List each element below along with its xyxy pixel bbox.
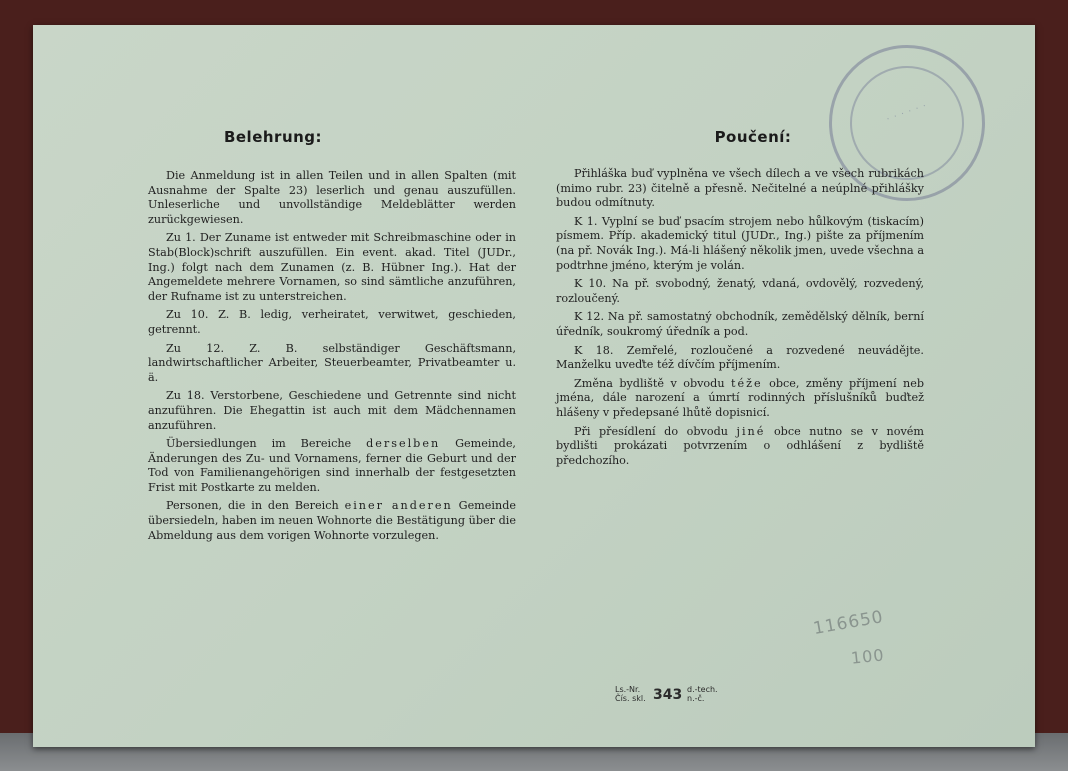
de-p6-start: Übersiedlungen im Bereiche <box>166 437 367 451</box>
de-p7-end: Gemeinde übersiedeln, haben im neuen Wohnorte die Bestätigung über die Abmeldung aus dem vorigen Wohnorte vorzulegen. <box>148 499 516 542</box>
de-paragraph-6 <box>148 437 516 495</box>
de-paragraph-2: Zu 1. Der Zuname ist entweder mit Schreibmaschine oder in Stab(Block)schrift auszufüllen. Ein event. akad. Titel (JUDr., Ing.) folgt nach dem Zunamen (z. B. Hübner Ing.). Hat der Angemeldete mehrere Vornamen, so sind sämtliche anzuführen, der Rufname ist zu unterstreichen. <box>148 231 516 303</box>
de-paragraph-7 <box>148 499 516 543</box>
registration-form-card <box>33 25 1035 747</box>
footer-dtech: d.-tech. n.-č. <box>687 685 718 703</box>
de-paragraph-4: Zu 12. Z. B. selbständiger Geschäftsmann, landwirtschaftlicher Arbeiter, Steuerbeamter, Privatbeamter u. ä. <box>148 341 516 384</box>
cz-p6-end: obce, změny příjmení neb jména, dále narození a úmrtí rodinných příslušníků buďtež hlášeny v předepsané lhůtě dopisnicí. <box>556 376 924 419</box>
de-paragraph-1: Die Anmeldung ist in allen Teilen und in allen Spalten (mit Ausnahme der Spalte 23) leserlich und genau auszufüllen. Unleserliche und unvollständige Meldeblätter werden zurückgewiesen. <box>148 169 516 226</box>
pencil-fraction: 100 <box>850 645 886 668</box>
german-instructions <box>148 169 516 547</box>
cz-paragraph-6 <box>556 377 924 421</box>
de-paragraph-5: Zu 18. Verstorbene, Geschiedene und Getrennte sind nicht anzuführen. Die Ehegattin ist auch mit dem Mädchennamen anzuführen. <box>148 389 516 432</box>
cz-p7-start: Při přesídlení do obvodu <box>574 424 737 438</box>
czech-heading: Poučení: <box>714 128 792 146</box>
cz-p6-emphasis: téže <box>731 376 763 390</box>
stamp-text: · · · · · · <box>885 101 929 125</box>
footer-form-number: 343 <box>653 687 683 703</box>
de-p6-emphasis: derselben <box>366 437 441 451</box>
cz-paragraph-1: Přihláška buď vyplněna ve všech dílech a ve všech rubrikách (mimo rubr. 23) čitelně a přesně. Nečitelné a neúplné přihlášky budou odmítnuty. <box>556 167 924 210</box>
german-heading: Belehrung: <box>223 128 323 146</box>
pencil-number: 116650 <box>811 606 886 640</box>
de-p6-end: Gemeinde, Änderungen des Zu- und Vornamens, ferner die Geburt und der Tod von Familienangehörigen sind innerhalb der festgesetzten Frist mit Postkarte zu melden. <box>148 437 516 494</box>
cz-p6-start: Změna bydliště v obvodu <box>574 376 731 390</box>
de-p7-start: Personen, die in den Bereich <box>166 499 345 513</box>
cz-p7-end: obce nutno se v novém bydlišti prokázati potvrzením o odhlášení z bydliště předchozího. <box>556 424 924 467</box>
cz-paragraph-4: K 12. Na př. samostatný obchodník, zemědělský dělník, berní úředník, soukromý úředník a pod. <box>556 310 924 338</box>
cz-paragraph-5: K 18. Zemřelé, rozloučené a rozvedené neuvádějte. Manželku uveďte též dívčím příjmením. <box>556 343 924 372</box>
czech-instructions <box>556 167 924 472</box>
de-p7-emphasis: einer anderen <box>344 499 453 513</box>
cz-paragraph-7 <box>556 425 924 469</box>
de-paragraph-3: Zu 10. Z. B. ledig, verheiratet, verwitwet, geschieden, getrennt. <box>148 308 516 336</box>
cz-paragraph-2: K 1. Vyplní se buď psacím strojem nebo hůlkovým (tiskacím) písmem. Příp. akademický titul (JUDr., Ing.) pište za příjmením (na př. Novák Ing.). Má-li hlášený několik jmen, uvede všechna a podtrhne jméno, kterým je volán. <box>556 214 924 272</box>
cz-paragraph-3: K 10. Na př. svobodný, ženatý, vdaná, ovdovělý, rozvedený, rozloučený. <box>556 277 924 305</box>
cz-p7-emphasis: jiné <box>736 424 766 438</box>
footer-ls-nr: Ls.-Nr. Čís. skl. <box>615 685 646 703</box>
